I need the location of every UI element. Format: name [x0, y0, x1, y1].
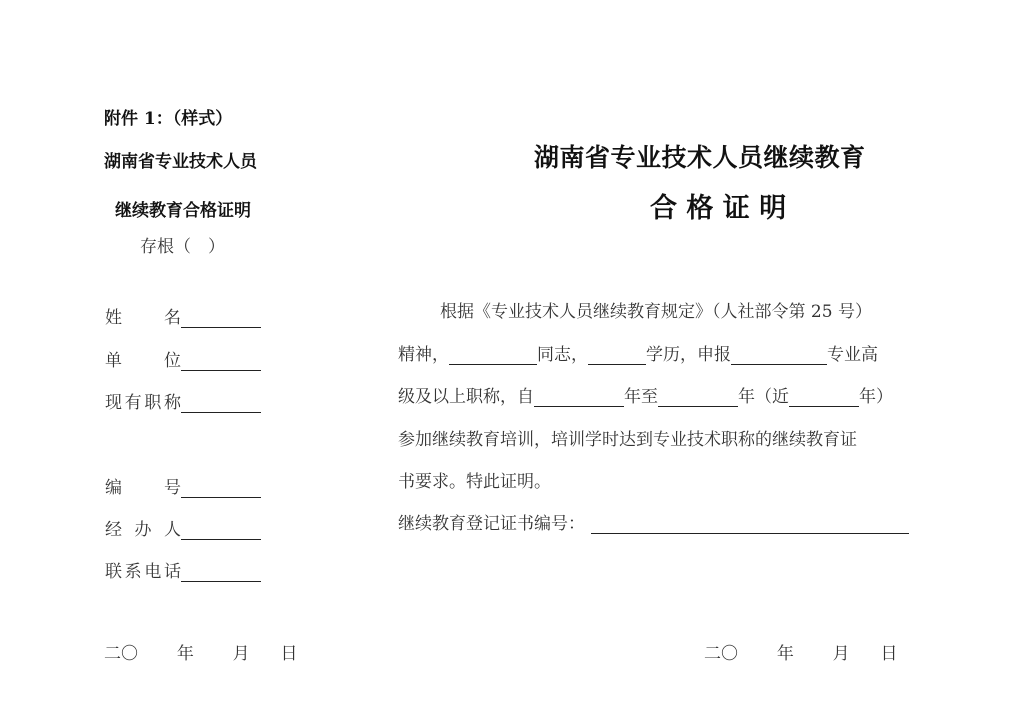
- stub-field-title-label: 现有职称: [105, 393, 181, 413]
- stub-field-unit-line[interactable]: [181, 352, 261, 371]
- line2-text-b: 同志，: [537, 345, 588, 365]
- line3-text-b: 年至: [624, 387, 658, 407]
- stub-field-title: [105, 388, 261, 413]
- start-year-blank[interactable]: [534, 389, 624, 407]
- line2-text-c: 学历，申报: [646, 345, 731, 365]
- stub-field-handler-label: 经 办 人: [105, 520, 181, 540]
- stub-field-number: [105, 473, 261, 498]
- attachment-label: 附件 1：（样式）: [104, 109, 233, 129]
- stub-date: [104, 639, 297, 664]
- registration-label: 继续教育登记证书编号：: [398, 514, 585, 534]
- education-blank[interactable]: [588, 347, 646, 365]
- certificate-date-day: 日: [880, 644, 898, 664]
- certificate-body-line4: 参加继续教育培训，培训学时达到专业技术职称的继续教育证: [398, 430, 857, 450]
- stub-field-title-line[interactable]: [181, 394, 261, 413]
- stub-field-phone-label: 联系电话: [105, 562, 181, 582]
- certificate-body-line5: 书要求。特此证明。: [398, 472, 551, 492]
- stub-field-name: [105, 303, 261, 328]
- stub-field-name-label: 姓 名: [105, 308, 181, 328]
- certificate-body-line1: 根据《专业技术人员继续教育规定》（人社部令第 25 号）: [440, 302, 872, 322]
- line2-text-a: 精神，: [398, 345, 449, 365]
- certificate-date: [704, 639, 897, 664]
- certificate-body-line3: [398, 387, 893, 407]
- stub-title-line1: 湖南省专业技术人员: [104, 152, 257, 172]
- certificate-date-year: 年: [776, 644, 794, 664]
- stub-date-year-prefix: 二〇: [104, 644, 138, 664]
- end-year-blank[interactable]: [658, 389, 738, 407]
- line2-text-d: 专业高: [827, 345, 878, 365]
- certificate-registration: [398, 514, 909, 534]
- specialty-blank[interactable]: [731, 347, 827, 365]
- stub-date-day: 日: [280, 644, 298, 664]
- certificate-title-line2: 合 格 证 明: [650, 193, 787, 224]
- stub-title-line2: 继续教育合格证明: [115, 201, 251, 221]
- stub-field-phone-line[interactable]: [181, 563, 261, 582]
- stub-field-phone: [105, 557, 261, 582]
- duration-blank[interactable]: [789, 389, 859, 407]
- stub-field-number-label: 编 号: [105, 478, 181, 498]
- certificate-title-line1: 湖南省专业技术人员继续教育: [534, 143, 866, 172]
- stub-field-unit-label: 单 位: [105, 351, 181, 371]
- stub-field-handler: [105, 515, 261, 540]
- name-blank[interactable]: [449, 347, 537, 365]
- stub-field-handler-line[interactable]: [181, 521, 261, 540]
- line3-text-a: 级及以上职称，自: [398, 387, 534, 407]
- registration-number-blank[interactable]: [591, 516, 909, 534]
- stub-date-year: 年: [176, 644, 194, 664]
- stub-field-name-line[interactable]: [181, 309, 261, 328]
- stub-label: 存根（ ）: [140, 237, 225, 257]
- certificate-date-month: 月: [832, 644, 850, 664]
- stub-date-month: 月: [232, 644, 250, 664]
- line3-text-c: 年（近: [738, 387, 789, 407]
- stub-field-unit: [105, 346, 261, 371]
- line3-text-d: 年）: [859, 387, 893, 407]
- stub-field-number-line[interactable]: [181, 479, 261, 498]
- certificate-body-line2: [398, 345, 878, 365]
- certificate-date-year-prefix: 二〇: [704, 644, 738, 664]
